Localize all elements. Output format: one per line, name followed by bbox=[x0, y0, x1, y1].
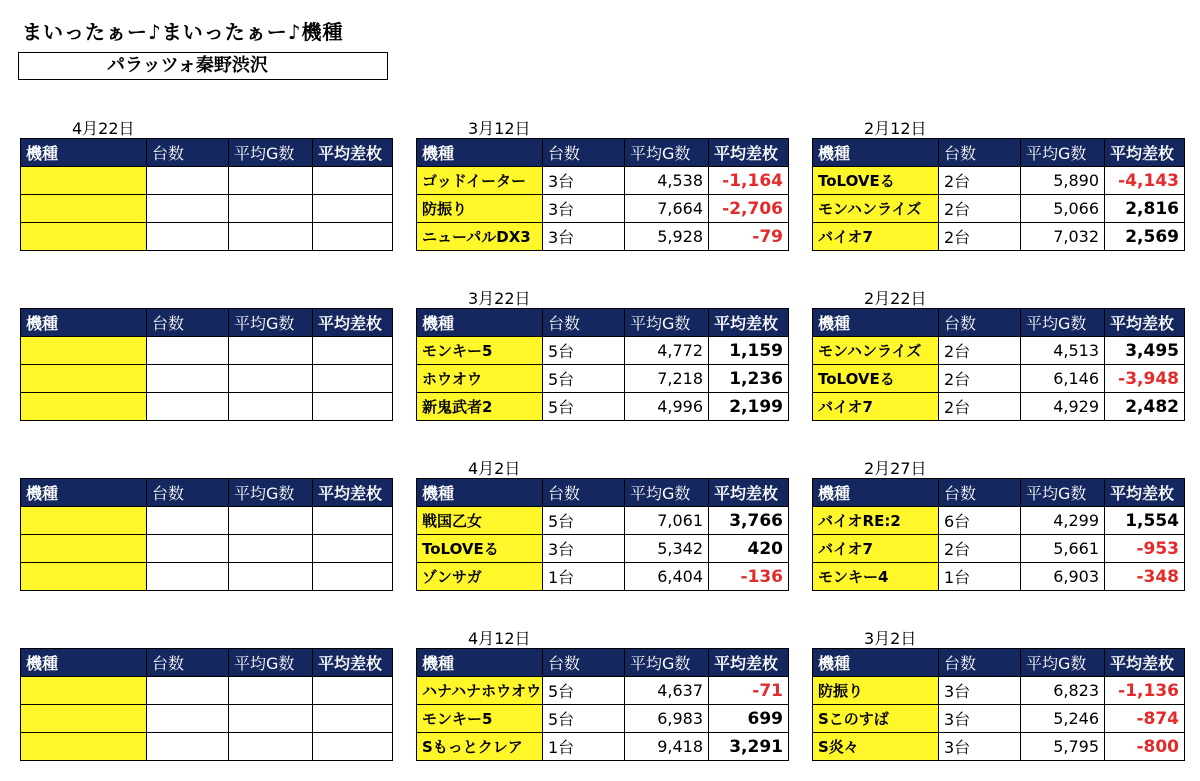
table-row bbox=[813, 563, 1185, 591]
header-row bbox=[813, 309, 1185, 337]
header-row bbox=[417, 479, 789, 507]
units-cell: 3台 bbox=[939, 677, 1021, 705]
model-name-cell bbox=[21, 365, 147, 393]
avg-diff-cell: 1,159 bbox=[709, 337, 789, 365]
avg-games-cell: 7,664 bbox=[625, 195, 709, 223]
header-model: 機種 bbox=[417, 309, 543, 337]
day-block bbox=[812, 459, 1184, 591]
avg-diff-cell bbox=[313, 535, 393, 563]
units-cell: 5台 bbox=[543, 677, 625, 705]
avg-diff-cell bbox=[313, 677, 393, 705]
avg-games-cell bbox=[229, 223, 313, 251]
header-units: 台数 bbox=[939, 309, 1021, 337]
model-name-cell: ホウオウ bbox=[417, 365, 543, 393]
model-name-cell bbox=[21, 677, 147, 705]
header-units: 台数 bbox=[939, 649, 1021, 677]
header-units: 台数 bbox=[939, 139, 1021, 167]
units-cell: 3台 bbox=[939, 733, 1021, 761]
header-avg-diff: 平均差枚 bbox=[313, 309, 393, 337]
avg-games-cell: 4,929 bbox=[1021, 393, 1105, 421]
model-name-cell bbox=[21, 195, 147, 223]
model-name-cell: 戦国乙女 bbox=[417, 507, 543, 535]
units-cell: 3台 bbox=[543, 195, 625, 223]
model-name-cell: ToLOVEる bbox=[813, 167, 939, 195]
day-block bbox=[416, 119, 788, 251]
avg-diff-cell bbox=[313, 563, 393, 591]
header-avg-diff: 平均差枚 bbox=[1105, 649, 1185, 677]
date-label: 3月12日 bbox=[468, 119, 531, 138]
model-name-cell bbox=[21, 705, 147, 733]
avg-diff-cell: 1,554 bbox=[1105, 507, 1185, 535]
date-label: 4月12日 bbox=[468, 629, 531, 648]
model-name-cell: バイオRE:2 bbox=[813, 507, 939, 535]
avg-games-cell: 6,404 bbox=[625, 563, 709, 591]
header-row bbox=[813, 479, 1185, 507]
units-cell bbox=[147, 337, 229, 365]
avg-games-cell: 9,418 bbox=[625, 733, 709, 761]
table-row bbox=[21, 535, 393, 563]
header-model: 機種 bbox=[21, 139, 147, 167]
avg-games-cell: 7,032 bbox=[1021, 223, 1105, 251]
model-name-cell: Sこのすば bbox=[813, 705, 939, 733]
units-cell: 3台 bbox=[543, 223, 625, 251]
model-name-cell: モンキー5 bbox=[417, 337, 543, 365]
table-row bbox=[813, 705, 1185, 733]
avg-games-cell: 5,890 bbox=[1021, 167, 1105, 195]
avg-diff-cell bbox=[313, 223, 393, 251]
date-label: 2月22日 bbox=[864, 289, 927, 308]
model-name-cell: 防振り bbox=[417, 195, 543, 223]
day-block bbox=[416, 289, 788, 421]
units-cell bbox=[147, 535, 229, 563]
model-name-cell: ゾンサガ bbox=[417, 563, 543, 591]
header-avg-diff: 平均差枚 bbox=[313, 649, 393, 677]
header-avg-diff: 平均差枚 bbox=[709, 479, 789, 507]
avg-games-cell bbox=[229, 365, 313, 393]
units-cell: 5台 bbox=[543, 393, 625, 421]
date-label: 2月12日 bbox=[864, 119, 927, 138]
table-row bbox=[21, 733, 393, 761]
units-cell bbox=[147, 733, 229, 761]
table-row bbox=[21, 167, 393, 195]
results-table bbox=[20, 308, 393, 421]
model-name-cell bbox=[21, 535, 147, 563]
table-row bbox=[417, 563, 789, 591]
header-row bbox=[417, 139, 789, 167]
avg-diff-cell: 2,199 bbox=[709, 393, 789, 421]
results-table bbox=[812, 138, 1185, 251]
avg-diff-cell bbox=[313, 167, 393, 195]
avg-games-cell: 5,342 bbox=[625, 535, 709, 563]
results-table bbox=[20, 138, 393, 251]
model-name-cell: ToLOVEる bbox=[813, 365, 939, 393]
header-units: 台数 bbox=[147, 309, 229, 337]
avg-diff-cell: -953 bbox=[1105, 535, 1185, 563]
header-avg-games: 平均G数 bbox=[1021, 479, 1105, 507]
table-row bbox=[417, 677, 789, 705]
avg-diff-cell: -71 bbox=[709, 677, 789, 705]
units-cell: 5台 bbox=[543, 507, 625, 535]
day-block bbox=[812, 629, 1184, 761]
avg-diff-cell: 2,569 bbox=[1105, 223, 1185, 251]
avg-diff-cell bbox=[313, 733, 393, 761]
avg-games-cell: 6,903 bbox=[1021, 563, 1105, 591]
header-model: 機種 bbox=[417, 139, 543, 167]
avg-games-cell: 6,146 bbox=[1021, 365, 1105, 393]
units-cell: 5台 bbox=[543, 337, 625, 365]
model-name-cell: モンハンライズ bbox=[813, 337, 939, 365]
avg-games-cell bbox=[229, 535, 313, 563]
avg-games-cell: 6,823 bbox=[1021, 677, 1105, 705]
day-block bbox=[20, 478, 392, 591]
model-name-cell bbox=[21, 563, 147, 591]
units-cell bbox=[147, 195, 229, 223]
avg-diff-cell: 699 bbox=[709, 705, 789, 733]
table-row bbox=[417, 705, 789, 733]
avg-diff-cell: -1,164 bbox=[709, 167, 789, 195]
header-avg-diff: 平均差枚 bbox=[709, 649, 789, 677]
avg-diff-cell: -2,706 bbox=[709, 195, 789, 223]
results-table bbox=[812, 648, 1185, 761]
header-model: 機種 bbox=[813, 309, 939, 337]
day-block bbox=[812, 119, 1184, 251]
results-table bbox=[416, 648, 789, 761]
avg-games-cell bbox=[229, 733, 313, 761]
avg-games-cell bbox=[229, 167, 313, 195]
units-cell bbox=[147, 167, 229, 195]
avg-games-cell bbox=[229, 705, 313, 733]
header-units: 台数 bbox=[939, 479, 1021, 507]
header-model: 機種 bbox=[417, 479, 543, 507]
units-cell bbox=[147, 507, 229, 535]
header-row bbox=[21, 139, 393, 167]
avg-games-cell: 4,996 bbox=[625, 393, 709, 421]
results-table bbox=[416, 138, 789, 251]
table-row bbox=[813, 733, 1185, 761]
avg-diff-cell: 3,766 bbox=[709, 507, 789, 535]
units-cell: 2台 bbox=[939, 535, 1021, 563]
table-row bbox=[813, 535, 1185, 563]
units-cell: 5台 bbox=[543, 705, 625, 733]
model-name-cell: Sもっとクレア bbox=[417, 733, 543, 761]
avg-diff-cell bbox=[313, 507, 393, 535]
avg-games-cell bbox=[229, 337, 313, 365]
header-avg-games: 平均G数 bbox=[229, 479, 313, 507]
header-avg-diff: 平均差枚 bbox=[313, 139, 393, 167]
avg-diff-cell: -348 bbox=[1105, 563, 1185, 591]
header-units: 台数 bbox=[147, 139, 229, 167]
header-avg-games: 平均G数 bbox=[229, 139, 313, 167]
header-avg-games: 平均G数 bbox=[1021, 309, 1105, 337]
units-cell: 6台 bbox=[939, 507, 1021, 535]
avg-diff-cell: 420 bbox=[709, 535, 789, 563]
table-row bbox=[417, 223, 789, 251]
table-row bbox=[813, 365, 1185, 393]
model-name-cell bbox=[21, 733, 147, 761]
units-cell: 2台 bbox=[939, 365, 1021, 393]
model-name-cell bbox=[21, 337, 147, 365]
avg-games-cell: 4,538 bbox=[625, 167, 709, 195]
results-table bbox=[812, 478, 1185, 591]
header-units: 台数 bbox=[147, 649, 229, 677]
avg-games-cell: 5,928 bbox=[625, 223, 709, 251]
header-model: 機種 bbox=[417, 649, 543, 677]
header-avg-games: 平均G数 bbox=[1021, 139, 1105, 167]
model-name-cell: バイオ7 bbox=[813, 393, 939, 421]
units-cell: 5台 bbox=[543, 365, 625, 393]
model-name-cell bbox=[21, 393, 147, 421]
header-row bbox=[21, 309, 393, 337]
table-row bbox=[417, 337, 789, 365]
avg-games-cell: 7,218 bbox=[625, 365, 709, 393]
date-label: 3月2日 bbox=[864, 629, 917, 648]
table-row bbox=[813, 337, 1185, 365]
date-label: 2月27日 bbox=[864, 459, 927, 478]
header-model: 機種 bbox=[813, 479, 939, 507]
header-avg-diff: 平均差枚 bbox=[1105, 139, 1185, 167]
model-name-cell: モンハンライズ bbox=[813, 195, 939, 223]
units-cell: 2台 bbox=[939, 167, 1021, 195]
header-units: 台数 bbox=[543, 649, 625, 677]
header-avg-diff: 平均差枚 bbox=[709, 139, 789, 167]
table-row bbox=[21, 507, 393, 535]
units-cell: 3台 bbox=[939, 705, 1021, 733]
avg-diff-cell: -874 bbox=[1105, 705, 1185, 733]
results-table bbox=[416, 308, 789, 421]
avg-diff-cell: -3,948 bbox=[1105, 365, 1185, 393]
table-row bbox=[21, 705, 393, 733]
header-model: 機種 bbox=[813, 139, 939, 167]
model-name-cell: バイオ7 bbox=[813, 535, 939, 563]
avg-diff-cell bbox=[313, 393, 393, 421]
avg-games-cell bbox=[229, 507, 313, 535]
avg-diff-cell bbox=[313, 337, 393, 365]
avg-diff-cell bbox=[313, 705, 393, 733]
date-label: 4月2日 bbox=[468, 459, 521, 478]
header-avg-games: 平均G数 bbox=[625, 139, 709, 167]
table-row bbox=[21, 337, 393, 365]
model-name-cell: 防振り bbox=[813, 677, 939, 705]
units-cell: 2台 bbox=[939, 337, 1021, 365]
model-name-cell bbox=[21, 507, 147, 535]
results-table bbox=[812, 308, 1185, 421]
table-row bbox=[417, 365, 789, 393]
avg-games-cell: 6,983 bbox=[625, 705, 709, 733]
avg-diff-cell: 3,291 bbox=[709, 733, 789, 761]
header-units: 台数 bbox=[543, 309, 625, 337]
header-avg-games: 平均G数 bbox=[625, 479, 709, 507]
model-name-cell: ニューパルDX3 bbox=[417, 223, 543, 251]
avg-diff-cell: 1,236 bbox=[709, 365, 789, 393]
avg-games-cell bbox=[229, 677, 313, 705]
results-table bbox=[20, 478, 393, 591]
avg-games-cell bbox=[229, 195, 313, 223]
units-cell: 2台 bbox=[939, 223, 1021, 251]
avg-diff-cell: -4,143 bbox=[1105, 167, 1185, 195]
table-row bbox=[417, 393, 789, 421]
units-cell: 1台 bbox=[543, 733, 625, 761]
table-row bbox=[21, 223, 393, 251]
header-row bbox=[417, 309, 789, 337]
units-cell: 3台 bbox=[543, 167, 625, 195]
model-name-cell: モンキー5 bbox=[417, 705, 543, 733]
avg-diff-cell: 2,816 bbox=[1105, 195, 1185, 223]
model-name-cell bbox=[21, 167, 147, 195]
date-label: 3月22日 bbox=[468, 289, 531, 308]
header-model: 機種 bbox=[21, 479, 147, 507]
table-row bbox=[417, 167, 789, 195]
header-row bbox=[813, 649, 1185, 677]
avg-diff-cell: 3,495 bbox=[1105, 337, 1185, 365]
header-avg-games: 平均G数 bbox=[229, 649, 313, 677]
header-avg-diff: 平均差枚 bbox=[1105, 309, 1185, 337]
header-avg-games: 平均G数 bbox=[229, 309, 313, 337]
model-name-cell: S炎々 bbox=[813, 733, 939, 761]
day-block bbox=[812, 289, 1184, 421]
units-cell bbox=[147, 563, 229, 591]
model-name-cell bbox=[21, 223, 147, 251]
avg-games-cell: 5,795 bbox=[1021, 733, 1105, 761]
avg-games-cell: 4,772 bbox=[625, 337, 709, 365]
table-row bbox=[813, 167, 1185, 195]
avg-diff-cell: -1,136 bbox=[1105, 677, 1185, 705]
store-name: パラッツォ秦野渋沢 bbox=[18, 52, 388, 80]
units-cell: 1台 bbox=[939, 563, 1021, 591]
units-cell bbox=[147, 365, 229, 393]
avg-games-cell: 4,637 bbox=[625, 677, 709, 705]
header-model: 機種 bbox=[21, 309, 147, 337]
units-cell: 2台 bbox=[939, 393, 1021, 421]
day-block bbox=[416, 629, 788, 761]
header-units: 台数 bbox=[543, 139, 625, 167]
avg-games-cell: 5,661 bbox=[1021, 535, 1105, 563]
table-row bbox=[21, 365, 393, 393]
avg-games-cell: 5,066 bbox=[1021, 195, 1105, 223]
units-cell bbox=[147, 393, 229, 421]
header-model: 機種 bbox=[813, 649, 939, 677]
units-cell bbox=[147, 677, 229, 705]
table-row bbox=[21, 393, 393, 421]
table-row bbox=[21, 563, 393, 591]
header-units: 台数 bbox=[147, 479, 229, 507]
table-row bbox=[417, 733, 789, 761]
avg-games-cell bbox=[229, 393, 313, 421]
date-label: 4月22日 bbox=[72, 119, 135, 138]
table-row bbox=[813, 507, 1185, 535]
header-avg-games: 平均G数 bbox=[625, 649, 709, 677]
results-table bbox=[20, 648, 393, 761]
avg-games-cell: 4,513 bbox=[1021, 337, 1105, 365]
avg-games-cell bbox=[229, 563, 313, 591]
day-block bbox=[20, 648, 392, 761]
avg-games-cell: 5,246 bbox=[1021, 705, 1105, 733]
table-row bbox=[417, 195, 789, 223]
day-block bbox=[416, 459, 788, 591]
model-name-cell: バイオ7 bbox=[813, 223, 939, 251]
table-row bbox=[813, 677, 1185, 705]
header-row bbox=[813, 139, 1185, 167]
table-row bbox=[813, 223, 1185, 251]
units-cell: 2台 bbox=[939, 195, 1021, 223]
table-row bbox=[417, 507, 789, 535]
table-row bbox=[813, 195, 1185, 223]
table-row bbox=[813, 393, 1185, 421]
table-row bbox=[417, 535, 789, 563]
day-block bbox=[20, 308, 392, 421]
avg-diff-cell: -136 bbox=[709, 563, 789, 591]
table-row bbox=[21, 677, 393, 705]
model-name-cell: ToLOVEる bbox=[417, 535, 543, 563]
units-cell: 3台 bbox=[543, 535, 625, 563]
avg-diff-cell: -800 bbox=[1105, 733, 1185, 761]
avg-diff-cell: 2,482 bbox=[1105, 393, 1185, 421]
header-row bbox=[21, 479, 393, 507]
units-cell bbox=[147, 705, 229, 733]
header-avg-games: 平均G数 bbox=[625, 309, 709, 337]
model-name-cell: ハナハナホウオウ bbox=[417, 677, 543, 705]
model-name-cell: 新鬼武者2 bbox=[417, 393, 543, 421]
page-title: まいったぁー♪まいったぁー♪機種 bbox=[22, 20, 344, 44]
header-avg-diff: 平均差枚 bbox=[709, 309, 789, 337]
avg-diff-cell: -79 bbox=[709, 223, 789, 251]
header-row bbox=[21, 649, 393, 677]
avg-games-cell: 4,299 bbox=[1021, 507, 1105, 535]
results-table bbox=[416, 478, 789, 591]
header-avg-games: 平均G数 bbox=[1021, 649, 1105, 677]
model-name-cell: ゴッドイーター bbox=[417, 167, 543, 195]
header-units: 台数 bbox=[543, 479, 625, 507]
avg-games-cell: 7,061 bbox=[625, 507, 709, 535]
header-avg-diff: 平均差枚 bbox=[313, 479, 393, 507]
header-avg-diff: 平均差枚 bbox=[1105, 479, 1185, 507]
avg-diff-cell bbox=[313, 365, 393, 393]
header-model: 機種 bbox=[21, 649, 147, 677]
day-block bbox=[20, 119, 392, 251]
units-cell bbox=[147, 223, 229, 251]
model-name-cell: モンキー4 bbox=[813, 563, 939, 591]
header-row bbox=[417, 649, 789, 677]
table-row bbox=[21, 195, 393, 223]
units-cell: 1台 bbox=[543, 563, 625, 591]
avg-diff-cell bbox=[313, 195, 393, 223]
